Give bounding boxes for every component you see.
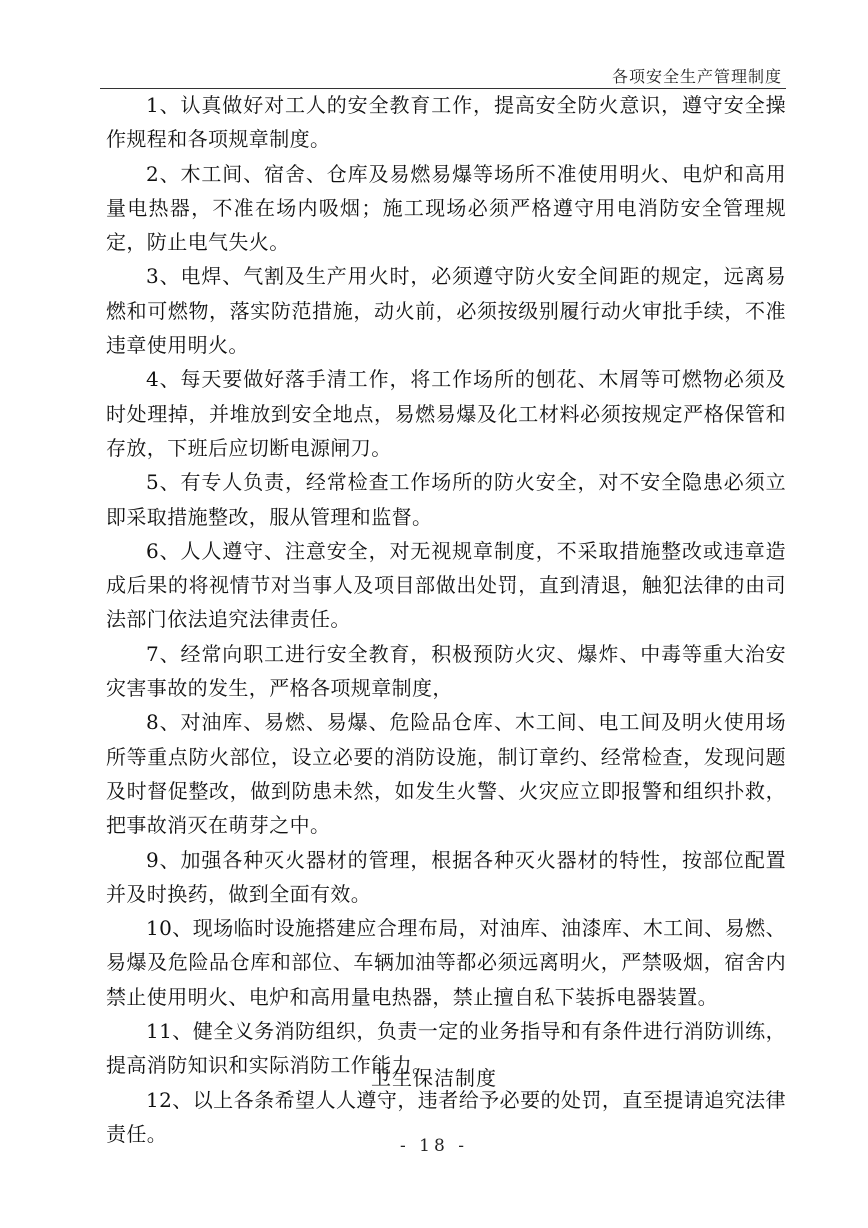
rule-paragraph-7: 7、经常向职工进行安全教育，积极预防火灾、爆炸、中毒等重大治安灾害事故的发生，严格各项规章制度， [106, 641, 786, 701]
header-title: 各项安全生产管理制度 [611, 67, 782, 86]
document-body [106, 88, 786, 1151]
page-number: - 18 - [400, 1136, 468, 1156]
page-header [100, 58, 786, 89]
rule-paragraph-2: 2、木工间、宿舍、仓库及易燃易爆等场所不准使用明火、电炉和高用量电热器，不准在场内吸烟；施工现场必须严格遵守用电消防安全管理规定，防止电气失火。 [106, 161, 786, 255]
rule-paragraph-11: 11、健全义务消防组织，负责一定的业务指导和有条件进行消防训练，提高消防知识和实际消防工作能力。 [106, 1019, 786, 1078]
rule-paragraph-3: 3、电焊、气割及生产用火时，必须遵守防火安全间距的规定，远离易燃和可燃物，落实防范措施，动火前，必须按级别履行动火审批手续，不准违章使用明火。 [106, 264, 786, 358]
rule-paragraph-10: 10、现场临时设施搭建应合理布局，对油库、油漆库、木工间、易燃、易爆及危险品仓库和部位、车辆加油等都必须远离明火，严禁吸烟，宿舍内禁止使用明火、电炉和高用量电热器，禁止擅自私下装拆电器装置。 [106, 916, 786, 1009]
rule-paragraph-1: 1、认真做好对工人的安全教育工作，提高安全防火意识，遵守安全操作规程和各项规章制度。 [106, 93, 786, 152]
rule-paragraph-5: 5、有专人负责，经常检查工作场所的防火安全，对不安全隐患必须立即采取措施整改，服从管理和监督。 [106, 470, 786, 529]
section-title: 卫生保洁制度 [371, 1066, 497, 1090]
rule-paragraph-4: 4、每天要做好落手清工作，将工作场所的刨花、木屑等可燃物必须及时处理掉，并堆放到安全地点，易燃易爆及化工材料必须按规定严格保管和存放，下班后应切断电源闸刀。 [106, 367, 786, 460]
rule-paragraph-9: 9、加强各种灭火器材的管理，根据各种灭火器材的特性，按部位配置并及时换药，做到全面有效。 [106, 847, 786, 906]
rule-paragraph-8: 8、对油库、易燃、易爆、危险品仓库、木工间、电工间及明火使用场所等重点防火部位，设立必要的消防设施，制订章约、经常检查，发现问题及时督促整改，做到防患未然，如发生火警、火灾应立即报警和组织扑救，把事故消灭在萌芽之中。 [106, 710, 786, 838]
rule-paragraph-12: 12、以上各条希望人人遵守，违者给予必要的处罚，直至提请追究法律责任。 [106, 1087, 786, 1146]
rule-paragraph-6: 6、人人遵守、注意安全，对无视规章制度，不采取措施整改或违章造成后果的将视情节对当事人及项目部做出处罚，直到清退，触犯法律的由司法部门依法追究法律责任。 [106, 538, 786, 632]
